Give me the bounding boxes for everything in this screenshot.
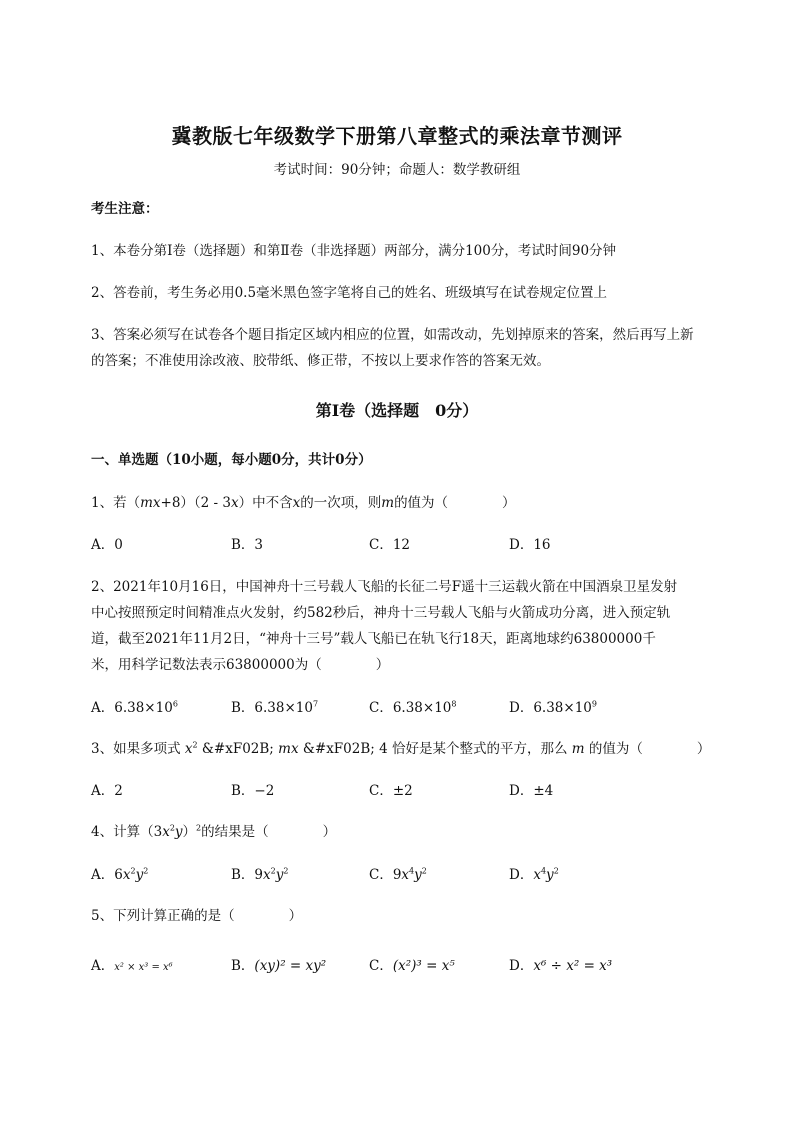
question-4: 4、计算$(3x^2y)^2$的结果是（ ）: [91, 823, 337, 840]
page-title: 冀教版七年级数学下册第八章整式的乘法章节测评: [171, 124, 623, 148]
option-c[interactable]: C．12: [369, 537, 411, 553]
question-2-line-4: 米，用科学记数法表示63800000为（ ）: [91, 657, 390, 673]
option-a[interactable]: A．$6x^2y^2$: [91, 866, 149, 883]
option-c[interactable]: C．$6.38\times 10^8$: [369, 699, 457, 716]
option-d[interactable]: D．x⁶ ÷ x² = x³: [509, 958, 613, 974]
option-b[interactable]: B．3: [231, 537, 264, 553]
option-a[interactable]: A．2: [91, 783, 123, 799]
section-title: 第I卷（选择题 0分）: [315, 401, 479, 420]
part-heading: 一、单选题（10小题，每小题0分，共计0分）: [91, 452, 372, 468]
option-d[interactable]: D．$x^4y^2$: [509, 866, 559, 883]
option-a[interactable]: A．x² × x³ = x⁶: [91, 958, 173, 974]
option-b[interactable]: B．(xy)² = xy²: [231, 958, 327, 974]
question-2-line-1: 2、2021年10月16日，中国神舟十三号载人飞船的长征二号F遥十三运载火箭在中国酒泉卫星发射: [91, 579, 678, 595]
option-a[interactable]: A．0: [91, 537, 123, 553]
question-4-options: [91, 861, 751, 889]
option-b[interactable]: B．$9x^2y^2$: [231, 866, 289, 883]
option-b[interactable]: B．$6.38\times 10^7$: [231, 699, 319, 716]
notice-item-3: 3、答案必须写在试卷各个题目指定区域内相应的位置，如需改动，先划掉原来的答案，然后再写上新: [91, 327, 694, 343]
option-c[interactable]: C．$9x^4y^2$: [369, 866, 427, 883]
option-c[interactable]: C．(x²)³ = x⁵: [369, 958, 455, 974]
question-2-line-3: 道，截至2021年11月2日，“神舟十三号”载人飞船已在轨飞行18天，距离地球约63800000千: [91, 631, 656, 647]
option-d[interactable]: D．±4: [509, 783, 554, 799]
question-1: 1、若（mx+8）（2 - 3x）中不含x的一次项，则m的值为（ ）: [91, 495, 516, 511]
question-3: 3、如果多项式 $x^2$ &#xF02B; mx &#xF02B; 4 恰好是某个整式的平方，那么 m 的值为（ ）: [91, 740, 711, 757]
question-5: 5、下列计算正确的是（ ）: [91, 908, 303, 924]
notice-item-3-cont: 的答案；不准使用涂改液、胶带纸、修正带，不按以上要求作答的答案无效。: [91, 353, 550, 369]
notice-item-2: 2、答卷前，考生务必用0.5毫米黑色签字笔将自己的姓名、班级填写在试卷规定位置上: [91, 285, 608, 301]
option-d[interactable]: D．16: [509, 537, 551, 553]
question-2-line-2: 中心按照预定时间精准点火发射，约582秒后，神舟十三号载人飞船与火箭成功分离，进入预定轨: [91, 605, 671, 621]
question-3-options: [91, 777, 751, 805]
notice-item-1: 1、本卷分第I卷（选择题）和第Ⅱ卷（非选择题）两部分，满分100分，考试时间90分钟: [91, 243, 617, 259]
option-b[interactable]: B．−2: [231, 783, 275, 799]
question-5-options: [91, 952, 751, 980]
notice-heading: 考生注意：: [91, 201, 159, 217]
question-2-options: [91, 694, 751, 722]
option-c[interactable]: C．±2: [369, 783, 413, 799]
option-a[interactable]: A．$6.38\times 10^6$: [91, 699, 178, 716]
page-subtitle: 考试时间：90分钟；命题人：数学教研组: [273, 162, 521, 178]
option-d[interactable]: D．$6.38\times 10^9$: [509, 699, 597, 716]
question-1-options: [91, 531, 751, 559]
